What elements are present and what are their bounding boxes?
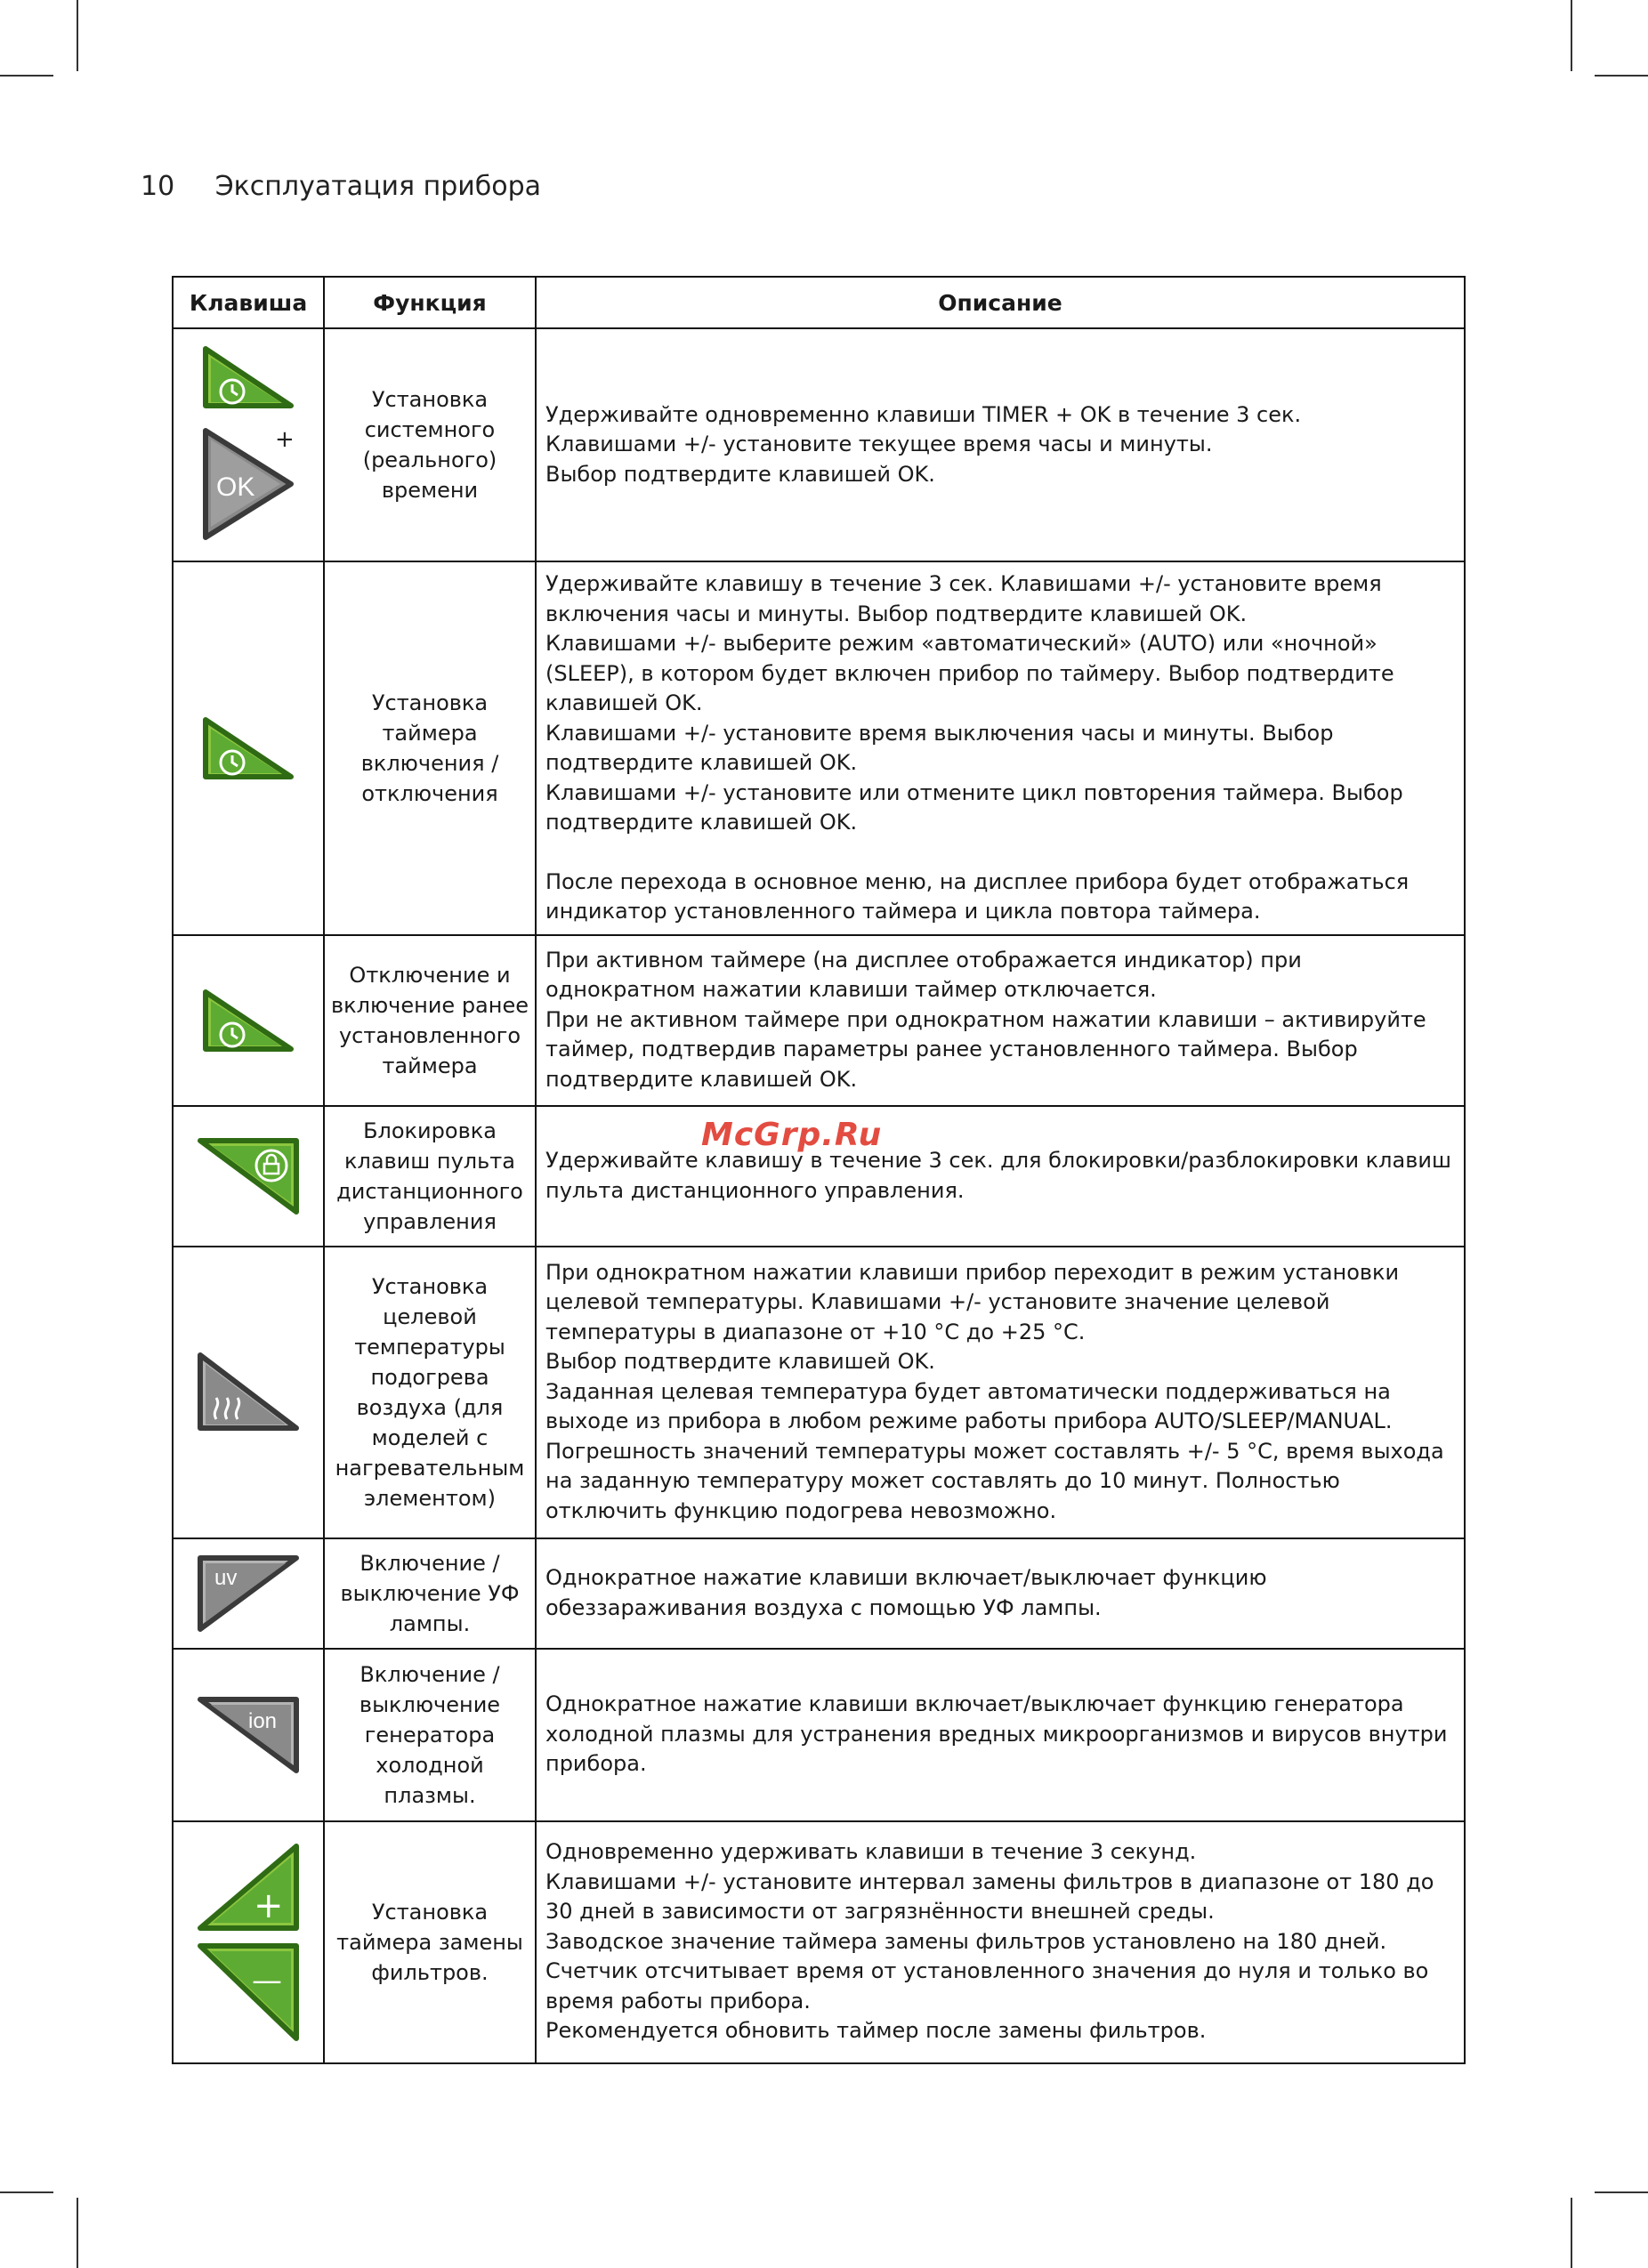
crop-mark — [77, 0, 78, 71]
description-cell: Однократное нажатие клавиши включает/выключает функцию обеззараживания воздуха с помощью УФ лампы. — [536, 1538, 1465, 1649]
header-key: Клавиша — [173, 277, 324, 328]
function-cell: Установка целевой температуры подогрева воздуха (для моделей с нагревательным элементом) — [324, 1247, 536, 1538]
description-cell: Удерживайте клавишу в течение 3 сек. для блокировки/разблокировки клавиш пульта дистанционного управления. — [536, 1106, 1465, 1247]
table-row — [173, 1649, 1465, 1821]
minus-icon — [200, 1946, 296, 2038]
function-cell: Включение / выключение генератора холодной плазмы. — [324, 1649, 536, 1821]
key-cell — [173, 1821, 324, 2063]
header-description: Описание — [536, 277, 1465, 328]
plus-minus-keys-icon — [193, 1839, 303, 2046]
function-cell: Отключение и включение ранее установленного таймера — [324, 935, 536, 1106]
table-row — [173, 1247, 1465, 1538]
key-cell — [173, 935, 324, 1106]
crop-mark — [0, 2191, 53, 2193]
crop-mark — [1571, 2198, 1572, 2268]
description-cell: Удерживайте одновременно клавиши TIMER + OK в течение 3 сек. Клавишами +/- установите текущее время часы и минуты. Выбор подтвердите клавишей OK. — [536, 328, 1465, 561]
uv-icon — [193, 1551, 303, 1636]
ion-icon — [193, 1692, 303, 1778]
crop-mark — [1571, 0, 1572, 71]
table-header-row — [173, 277, 1465, 328]
function-cell: Блокировка клавиш пульта дистанционного управления — [324, 1106, 536, 1247]
watermark: McGrp.Ru — [701, 1117, 883, 1153]
description-cell: Удерживайте клавишу в течение 3 сек. Клавишами +/- установите время включения часы и минуты. Выбор подтвердите клавишей OK. Клавишами +/- выберите режим «автоматический» (AUTO) или «ночной» (SLEEP), в котором будет включен прибор по таймеру. Выбор подтвердите клавишей OK. Клавишами +/- установите время выключения часы и минуты. Выбор подтвердите клавишей OK. Клавишами +/- установите или отмените цикл повторения таймера. Выбор подтвердите клавишей OK. После перехода в основное меню, на дисплее прибора будет отображаться индикатор установленного таймера и цикла повтора таймера. — [536, 561, 1465, 935]
crop-mark — [1595, 2191, 1648, 2193]
minus-label: — — [252, 1962, 282, 1998]
description-cell: Одновременно удерживать клавиши в течение 3 секунд. Клавишами +/- установите интервал замены фильтров в диапазоне от 180 до 30 дней в зависимости от загрязнённости внешней среды. Заводское значение таймера замены фильтров установлено на 180 дней. Счетчик отсчитывает время от установленного значения до нуля и только во время работы прибора. Рекомендуется обновить таймер после замены фильтров. — [536, 1821, 1465, 2063]
key-cell — [173, 1106, 324, 1247]
plus-label: + — [254, 1885, 284, 1926]
ion-label: ion — [248, 1708, 278, 1733]
function-cell: Включение / выключение УФ лампы. — [324, 1538, 536, 1649]
description-cell: При однократном нажатии клавиши прибор переходит в режим установки целевой температуры. Клавишами +/- установите значение целевой температуры в диапазоне от +10 °C до +25 °C. Выбор подтвердите клавишей OK. Заданная целевая температура будет автоматически поддерживаться на выходе из прибора в любом режиме работы прибора AUTO/SLEEP/MANUAL. Погрешность значений температуры может составлять +/- 5 °C, время выхода на заданную температуру может составлять до 10 минут. Полностью отключить функцию подогрева невозможно. — [536, 1247, 1465, 1538]
function-cell: Установка таймера включения / отключения — [324, 561, 536, 935]
lock-icon — [193, 1134, 303, 1219]
timer-ok-keys-icon — [195, 342, 302, 548]
crop-mark — [0, 75, 53, 77]
plus-icon — [200, 1846, 296, 1928]
description-cell: Однократное нажатие клавиши включает/выключает функцию генератора холодной плазмы для устранения вредных микроорганизмов и вирусов внутри прибора. — [536, 1649, 1465, 1821]
function-cell: Установка таймера замены фильтров. — [324, 1821, 536, 2063]
plus-label: + — [275, 426, 295, 453]
heat-icon — [193, 1348, 303, 1437]
uv-label: uv — [214, 1565, 238, 1590]
table-row — [173, 1821, 1465, 2063]
page-number: 10 — [141, 171, 175, 202]
section-title: Эксплуатация прибора — [214, 171, 542, 202]
key-cell — [173, 561, 324, 935]
table-row — [173, 935, 1465, 1106]
key-cell — [173, 328, 324, 561]
crop-mark — [77, 2198, 78, 2268]
timer-icon — [195, 985, 302, 1056]
key-cell — [173, 1649, 324, 1821]
header-function: Функция — [324, 277, 536, 328]
key-cell — [173, 1538, 324, 1649]
timer-icon — [195, 713, 302, 784]
key-cell — [173, 1247, 324, 1538]
crop-mark — [1595, 75, 1648, 77]
function-cell: Установка системного (реального) времени — [324, 328, 536, 561]
key-function-table — [172, 276, 1466, 2064]
description-cell: При активном таймере (на дисплее отображается индикатор) при однократном нажатии клавиши таймер отключается. При не активном таймере при однократном нажатии клавиши – активируйте таймер, подтвердив параметры ранее установленного таймера. Выбор подтвердите клавишей OK. — [536, 935, 1465, 1106]
table-row — [173, 328, 1465, 561]
page-header — [141, 171, 541, 202]
ok-label: OK — [216, 472, 255, 502]
timer-icon — [206, 349, 291, 406]
table-row — [173, 1538, 1465, 1649]
table-row — [173, 561, 1465, 935]
